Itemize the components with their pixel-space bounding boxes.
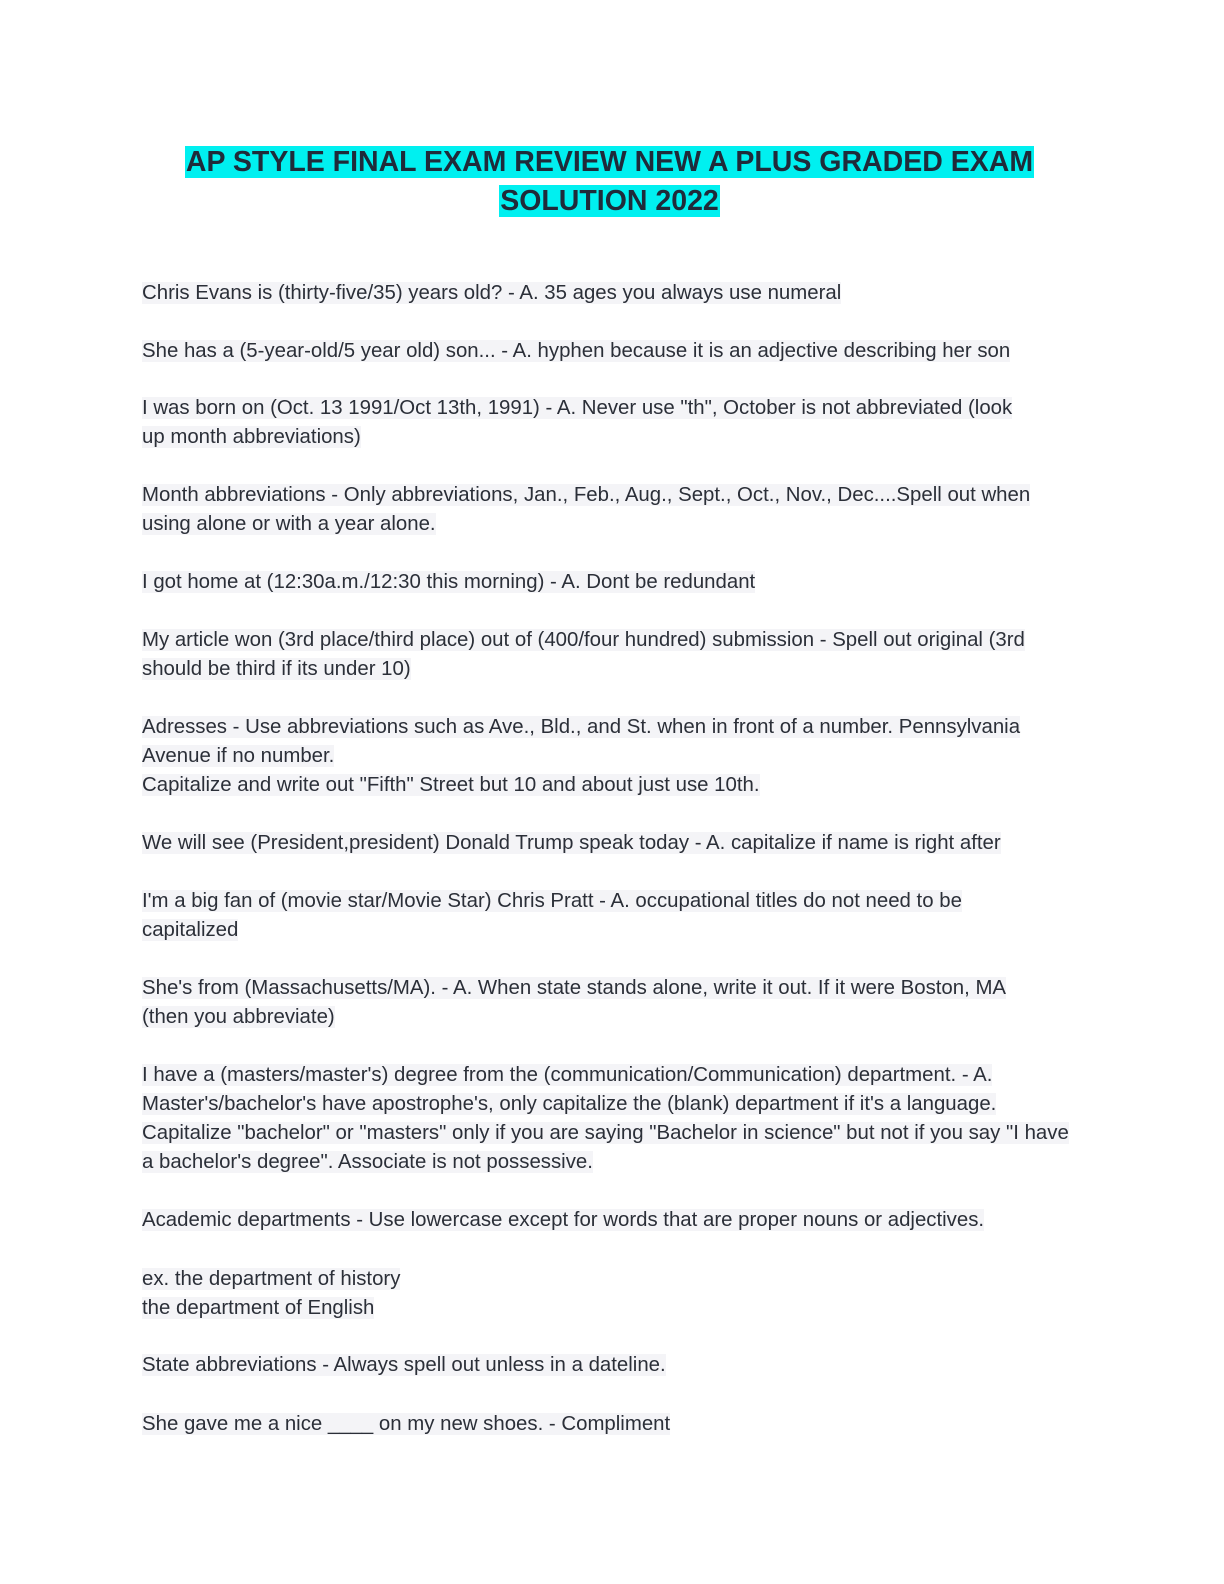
qa-entry-15 <box>142 1381 1077 1439</box>
qa-entry-11 <box>142 1032 1077 1177</box>
qa-entry-text: We will see (President,president) Donald Trump speak today - A. capitalize if name is right after <box>142 832 1001 854</box>
qa-entry-9 <box>142 858 1042 945</box>
qa-entry-text: Month abbreviations - Only abbreviations, Jan., Feb., Aug., Sept., Oct., Nov., Dec....Spell out when using alone or with a year alone. <box>142 484 1031 535</box>
qa-entry-text: She's from (Massachusetts/MA). - A. When state stands alone, write it out. If it were Boston, MA (then you abbreviate) <box>142 977 1007 1028</box>
qa-entry-2 <box>142 308 1077 366</box>
qa-entry-text: I'm a big fan of (movie star/Movie Star) Chris Pratt - A. occupational titles do not need to be capitalized <box>142 890 962 941</box>
qa-entry-text: State abbreviations - Always spell out unless in a dateline. <box>142 1354 666 1376</box>
document-title-text: AP STYLE FINAL EXAM REVIEW NEW A PLUS GRADED EXAM SOLUTION 2022 <box>185 146 1034 217</box>
qa-entry-text: Academic departments - Use lowercase except for words that are proper nouns or adjectives. <box>142 1209 985 1231</box>
qa-entry-text: Adresses - Use abbreviations such as Ave., Bld., and St. when in front of a number. Pennsylvania Avenue if no number. Capitalize and write out "Fifth" Street but 10 and about just use 10th. <box>142 716 1021 796</box>
qa-entry-text: I was born on (Oct. 13 1991/Oct 13th, 1991) - A. Never use "th", October is not abbreviated (look up month abbreviations) <box>142 397 1013 448</box>
qa-entry-13 <box>142 1236 1077 1323</box>
qa-entry-text: ex. the department of history the department of English <box>142 1268 401 1319</box>
qa-entry-1 <box>142 250 1077 308</box>
qa-entry-5 <box>142 539 1077 597</box>
qa-entry-text: I got home at (12:30a.m./12:30 this morning) - A. Dont be redundant <box>142 571 756 593</box>
document-page <box>142 0 1077 1584</box>
document-title <box>142 143 1077 221</box>
qa-entry-3 <box>142 365 1032 452</box>
qa-entry-text: Chris Evans is (thirty-five/35) years old? - A. 35 ages you always use numeral <box>142 282 842 304</box>
qa-entry-text: My article won (3rd place/third place) out of (400/four hundred) submission - Spell out original (3rd should be third if its under 10) <box>142 629 1025 680</box>
qa-entry-text: She has a (5-year-old/5 year old) son... - A. hyphen because it is an adjective describing her son <box>142 340 1011 362</box>
qa-entry-6 <box>142 597 1077 684</box>
qa-entry-text: She gave me a nice ____ on my new shoes. - Compliment <box>142 1413 671 1435</box>
qa-entry-12 <box>142 1177 1077 1235</box>
qa-entry-text: I have a (masters/master's) degree from the (communication/Communication) department. - A. Master's/bachelor's have apostrophe's, only capitalize the (blank) department if it's a language. Capitalize "bachelor" or "masters" only if you are saying "Bachelor in science" but not if you say "I have a bachelor's degree". Associate is not possessive. <box>142 1064 1069 1173</box>
qa-entry-8 <box>142 800 1077 858</box>
qa-entry-4 <box>142 452 1032 539</box>
qa-entry-7 <box>142 684 1077 800</box>
qa-entry-10 <box>142 945 1042 1032</box>
qa-entry-14 <box>142 1322 1077 1380</box>
